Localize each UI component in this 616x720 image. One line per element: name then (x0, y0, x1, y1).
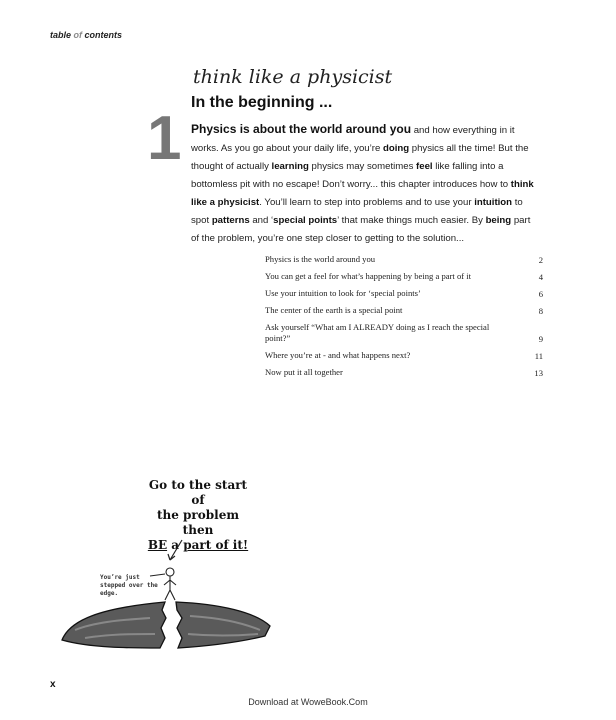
toc-entry-title[interactable]: You can get a feel for what’s happening by being a part of it (265, 271, 472, 281)
toc-entry-title[interactable]: Physics is the world around you (265, 254, 376, 264)
intro-bold: learning (271, 161, 309, 172)
annotation-note: You’re just stepped over the edge. (100, 574, 158, 597)
intro-text: to spot (191, 197, 523, 226)
intro-text: like falling into a bottomless pit with no escape! Don’t worry... this chapter introduces how to (191, 161, 511, 190)
intro-bold: patterns (211, 215, 250, 226)
toc-entry-page[interactable]: 8 (538, 306, 543, 316)
chapter-title: In the beginning ... (191, 94, 333, 111)
toc-entry[interactable] (265, 305, 543, 316)
download-footer: Download at WoweBook.Com (248, 697, 368, 707)
toc-entry-page[interactable]: 6 (538, 289, 543, 299)
callout-line: the problem then (156, 508, 240, 537)
page-number: x (50, 679, 56, 690)
header-text-3: contents (82, 30, 123, 40)
toc-entry[interactable] (265, 367, 543, 378)
header-text-1: table (50, 30, 74, 40)
toc-entry[interactable] (265, 288, 543, 299)
cliff-illustration (60, 530, 280, 660)
chapter-number: 1 (147, 104, 180, 173)
callout-word: a (167, 538, 184, 552)
intro-bold: doing (382, 143, 410, 154)
toc-entry-title[interactable]: Where you’re at - and what happens next? (265, 350, 411, 360)
earth-left-half (62, 602, 166, 648)
toc-entry[interactable] (265, 350, 543, 361)
intro-bold: think like a physicist (191, 179, 534, 208)
callout-emphasis: BE (147, 538, 168, 552)
toc-entry-title[interactable]: Now put it all together (265, 367, 343, 377)
toc-entry[interactable] (265, 271, 543, 282)
chapter-intro (191, 120, 536, 248)
intro-lead: Physics is about the world around you (191, 122, 412, 136)
pointer-arrow (170, 540, 182, 560)
toc-entry-title[interactable]: Use your intuition to look for ‘special points’ (265, 288, 421, 298)
intro-text: and ‘ (249, 215, 274, 226)
callout-line: Go to the start of (148, 478, 248, 507)
intro-text: . You’ll learn to step into problems and to use your (259, 197, 475, 208)
running-header (50, 30, 122, 40)
intro-bold: special points (273, 215, 338, 226)
toc-entry-page[interactable]: 11 (534, 351, 543, 361)
callout-emphasis: part of it! (183, 538, 249, 552)
toc-entry-page[interactable]: 2 (538, 255, 543, 265)
toc-entry-page[interactable]: 9 (538, 334, 543, 344)
chapter-script-title: think like a physicist (193, 66, 393, 88)
toc-entry[interactable] (265, 322, 543, 344)
stick-figure-head (166, 568, 174, 576)
stick-figure-body (164, 576, 176, 600)
note-arrow (150, 574, 165, 576)
toc-entry-title[interactable]: The center of the earth is a special point (265, 305, 403, 315)
intro-bold: being (485, 215, 512, 226)
toc-entry-title[interactable]: Ask yourself “What am I ALREADY doing as I reach the special point?” (265, 322, 490, 343)
toc-list (265, 254, 543, 384)
intro-bold: intuition (474, 197, 513, 208)
header-text-2: of (73, 30, 83, 40)
intro-text: physics may sometimes (308, 161, 417, 172)
intro-text: and how everything in it works. As you go about your daily life, you’re (191, 125, 515, 154)
intro-text: physics all the time! But the thought of actually (191, 143, 529, 172)
intro-text: part of the problem, you’re one step closer to getting to the solution... (191, 215, 531, 244)
intro-text: ’ that make things much easier. By (337, 215, 486, 226)
toc-entry-page[interactable]: 4 (538, 272, 543, 282)
intro-bold: feel (416, 161, 433, 172)
toc-entry-page[interactable]: 13 (534, 368, 543, 378)
earth-right-half (176, 602, 270, 648)
toc-entry[interactable] (265, 254, 543, 265)
